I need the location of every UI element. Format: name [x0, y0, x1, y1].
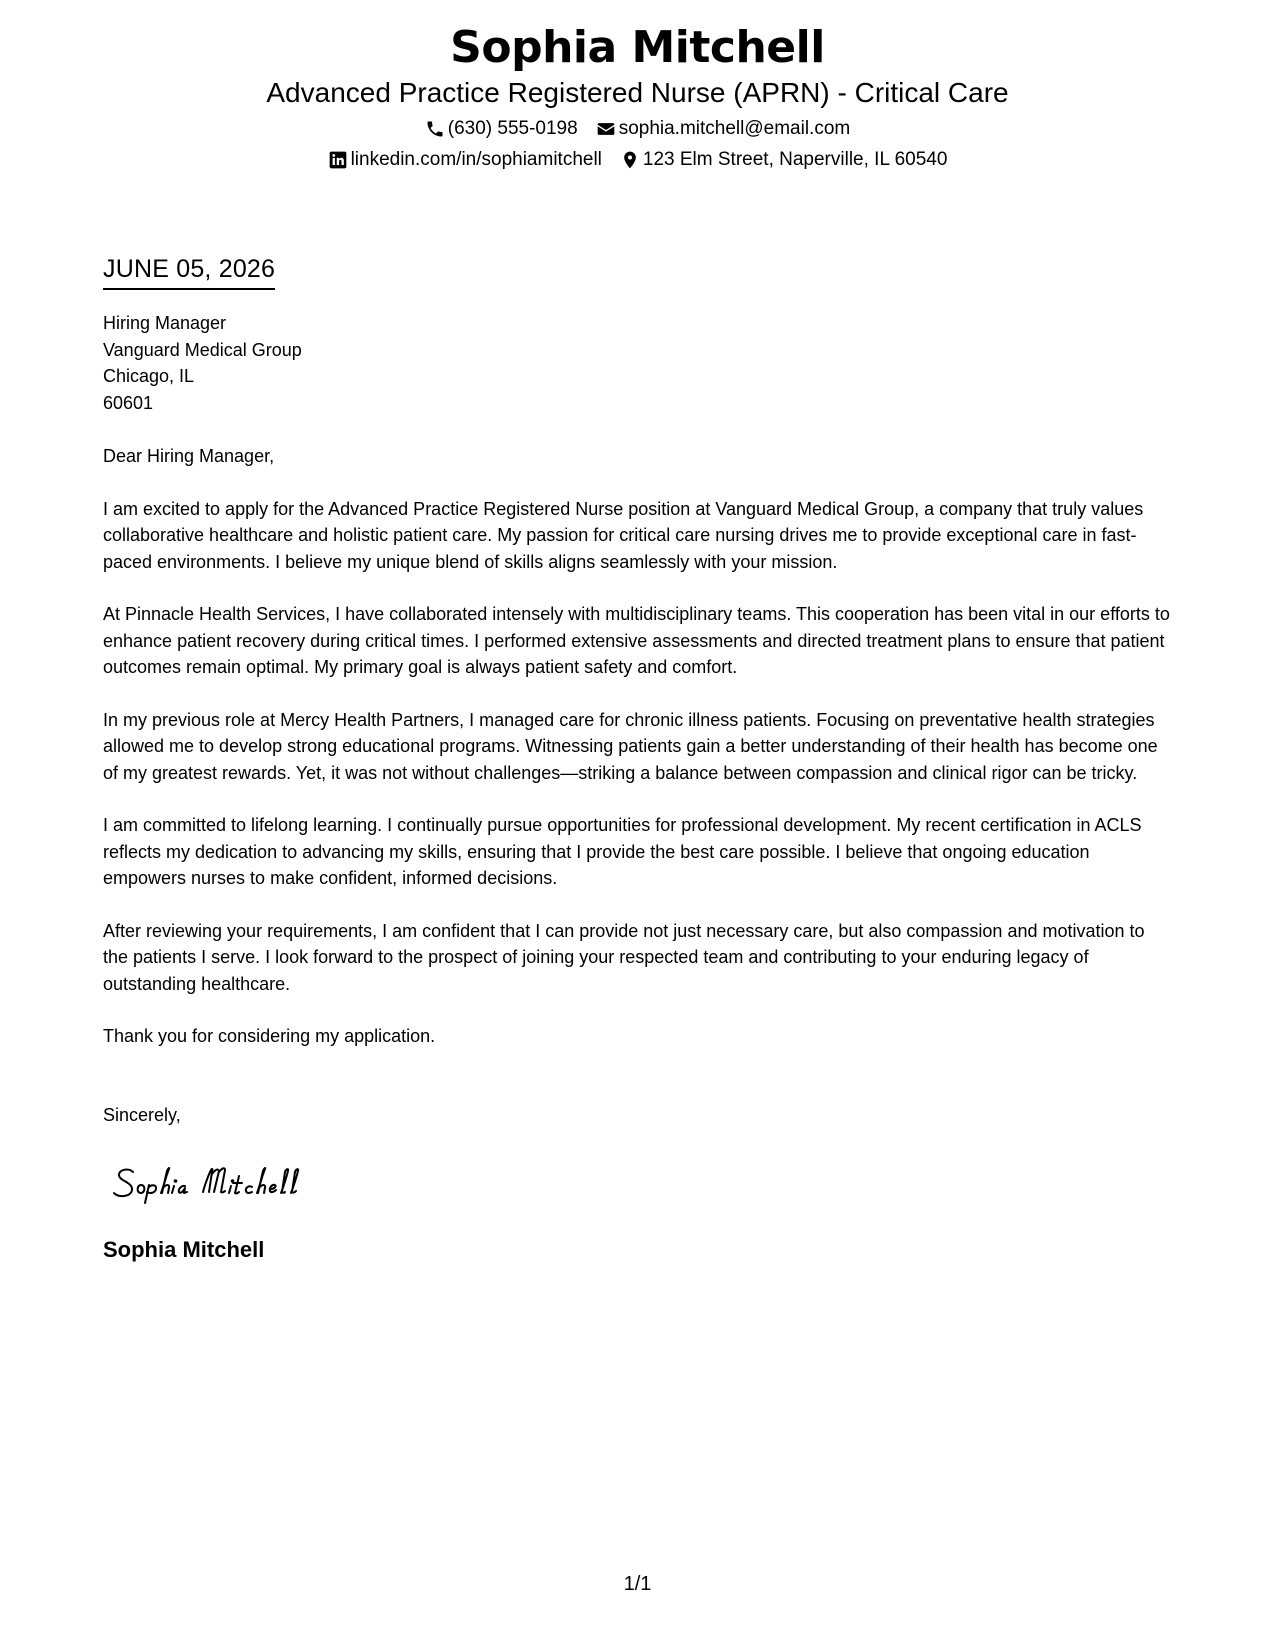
- body-paragraph: After reviewing your requirements, I am confident that I can provide not just necessary care, but also compassion and motivation to the patients I serve. I look forward to the prospect of joining your respected team and contributing to your enduring legacy of outstanding healthcare.: [103, 920, 1145, 994]
- recipient-city: Chicago, IL: [103, 366, 195, 386]
- applicant-title: Advanced Practice Registered Nurse (APRN) - Critical Care: [266, 77, 1009, 108]
- letter-header: [0, 22, 1275, 172]
- body-paragraph: In my previous role at Mercy Health Partners, I managed care for chronic illness patients. Focusing on preventative health strategies allowed me to develop strong educational programs. Witnessing patients gain a better understanding of their health has become one of my greatest rewards. Yet, it was not without challenges—striking a balance between compassion and clinical rigor can be tricky.: [103, 709, 1158, 783]
- contact-row-secondary: [0, 148, 1275, 172]
- map-pin-icon: [620, 150, 640, 170]
- handwritten-signature: [111, 1158, 361, 1208]
- page-number: 1/1: [623, 1573, 652, 1595]
- contact-linkedin: [328, 148, 602, 172]
- letter-body: [103, 254, 1173, 1264]
- contact-phone: [425, 117, 578, 141]
- recipient-company: Vanguard Medical Group: [103, 339, 302, 360]
- recipient-name: Hiring Manager: [103, 313, 227, 333]
- applicant-name: Sophia Mitchell: [450, 22, 825, 73]
- salutation: Dear Hiring Manager,: [103, 446, 275, 466]
- closing-line: Thank you for considering my application.: [103, 1026, 436, 1046]
- signed-name: Sophia Mitchell: [103, 1236, 265, 1262]
- letter-date: JUNE 05, 2026: [103, 254, 275, 290]
- envelope-icon: [596, 119, 616, 139]
- body-paragraph: I am excited to apply for the Advanced Practice Registered Nurse position at Vanguard Medical Group, a company that truly values collaborative healthcare and holistic patient care. My passion for critical care nursing drives me to provide exceptional care in fast-paced environments. I believe my unique blend of skills aligns seamlessly with your mission.: [103, 498, 1144, 572]
- recipient-block: [103, 310, 1173, 416]
- linkedin-icon: [328, 150, 348, 170]
- phone-icon: [425, 119, 445, 139]
- phone-text: (630) 555-0198: [447, 118, 578, 139]
- recipient-zip: 60601: [103, 392, 154, 413]
- linkedin-text: linkedin.com/in/sophiamitchell: [350, 149, 602, 170]
- contact-email: [596, 117, 851, 141]
- body-paragraph: I am committed to lifelong learning. I continually pursue opportunities for professional development. My recent certification in ACLS reflects my dedication to advancing my skills, ensuring that I provide the best care possible. I believe that ongoing education empowers nurses to make confident, informed decisions.: [103, 815, 1142, 888]
- sign-off: Sincerely,: [103, 1104, 181, 1125]
- email-text: sophia.mitchell@email.com: [618, 118, 851, 139]
- body-paragraph: At Pinnacle Health Services, I have collaborated intensely with multidisciplinary teams. This cooperation has been vital in our efforts to enhance patient recovery during critical times. I performed extensive assessments and directed treatment plans to ensure that patient outcomes remain optimal. My primary goal is always patient safety and comfort.: [103, 604, 1170, 677]
- contact-address: [620, 148, 948, 172]
- contact-row-primary: [0, 117, 1275, 141]
- address-text: 123 Elm Street, Naperville, IL 60540: [642, 149, 948, 170]
